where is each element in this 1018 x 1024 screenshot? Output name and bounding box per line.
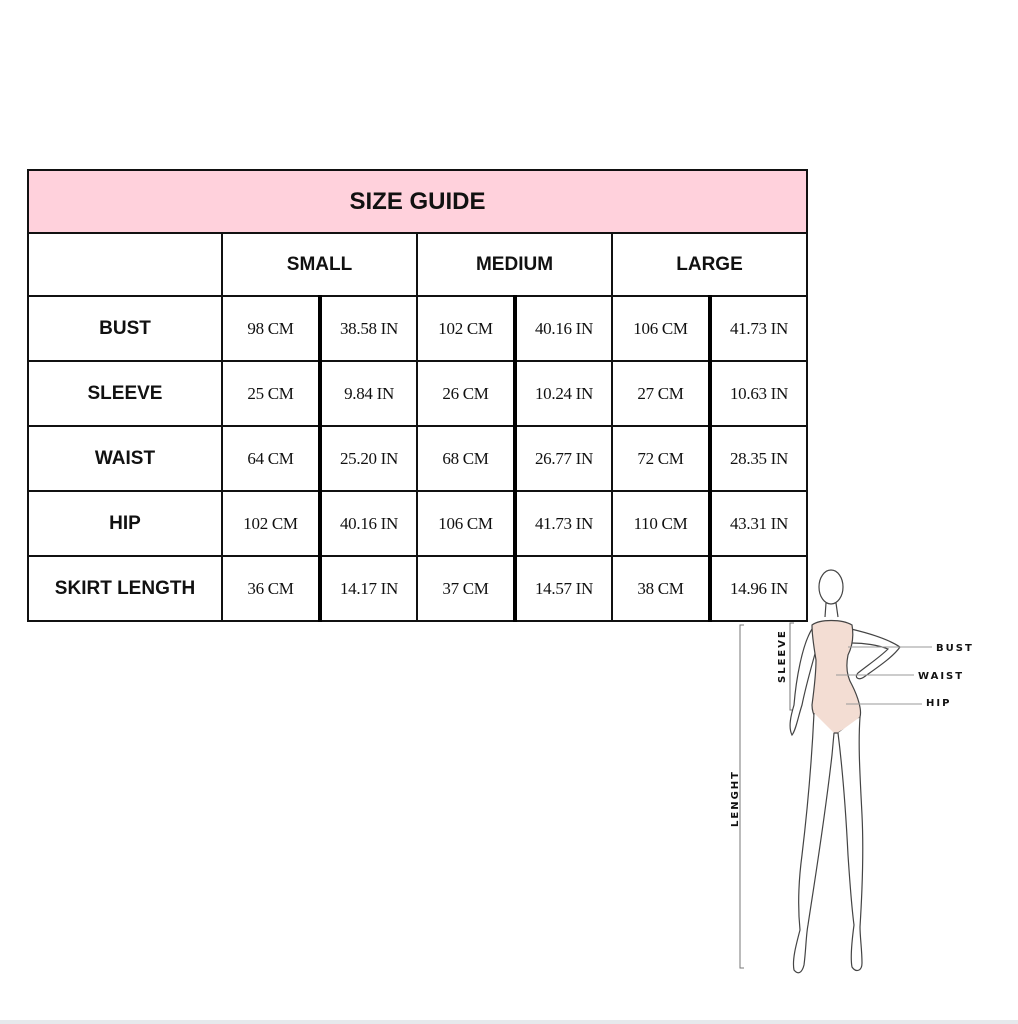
size-header-medium: MEDIUM [417,233,612,296]
body-measurement-figure [728,565,988,980]
cell-value: 26.77 IN [515,426,612,491]
size-header-row [28,233,807,296]
cell-value: 25 CM [222,361,320,426]
sleeve-bracket [790,623,794,710]
row-label-hip: HIP [28,491,222,556]
cell-value: 10.63 IN [710,361,807,426]
size-header-small: SMALL [222,233,417,296]
cell-value: 72 CM [612,426,710,491]
header-empty-cell [28,233,222,296]
table-row [28,491,807,556]
figure-right-arm [851,629,900,679]
cell-value: 38.58 IN [320,296,417,361]
figure-neck [825,603,838,617]
cell-value: 28.35 IN [710,426,807,491]
cell-value: 25.20 IN [320,426,417,491]
cell-value: 10.24 IN [515,361,612,426]
table-title: SIZE GUIDE [28,170,807,233]
cell-value: 106 CM [612,296,710,361]
cell-value: 43.31 IN [710,491,807,556]
label-hip: HIP [926,698,952,709]
cell-value: 14.57 IN [515,556,612,621]
cell-value: 102 CM [222,491,320,556]
cell-value: 37 CM [417,556,515,621]
cell-value: 110 CM [612,491,710,556]
row-label-bust: BUST [28,296,222,361]
cell-value: 38 CM [612,556,710,621]
row-label-waist: WAIST [28,426,222,491]
figure-left-arm [790,629,816,735]
cell-value: 98 CM [222,296,320,361]
cell-value: 26 CM [417,361,515,426]
cell-value: 106 CM [417,491,515,556]
cell-value: 40.16 IN [515,296,612,361]
title-row [28,170,807,233]
cell-value: 9.84 IN [320,361,417,426]
figure-torso [812,621,861,734]
size-header-large: LARGE [612,233,807,296]
cell-value: 68 CM [417,426,515,491]
cell-value: 41.73 IN [710,296,807,361]
table-row [28,426,807,491]
cell-value: 41.73 IN [515,491,612,556]
cell-value: 40.16 IN [320,491,417,556]
figure-left-leg [793,713,834,973]
row-label-skirt-length: SKIRT LENGTH [28,556,222,621]
cell-value: 27 CM [612,361,710,426]
label-sleeve: SLEEVE [777,629,788,683]
size-guide-table [27,169,808,622]
table-row [28,296,807,361]
figure-head [819,570,843,604]
figure-right-leg [838,717,863,970]
table-row [28,361,807,426]
cell-value: 102 CM [417,296,515,361]
label-waist: WAIST [918,671,965,682]
label-length: LENGHT [730,770,741,827]
cell-value: 36 CM [222,556,320,621]
bottom-strip [0,1020,1018,1024]
row-label-sleeve: SLEEVE [28,361,222,426]
label-bust: BUST [936,643,974,654]
cell-value: 14.17 IN [320,556,417,621]
cell-value: 64 CM [222,426,320,491]
cell-value: 14.96 IN [710,556,807,621]
table-row [28,556,807,621]
